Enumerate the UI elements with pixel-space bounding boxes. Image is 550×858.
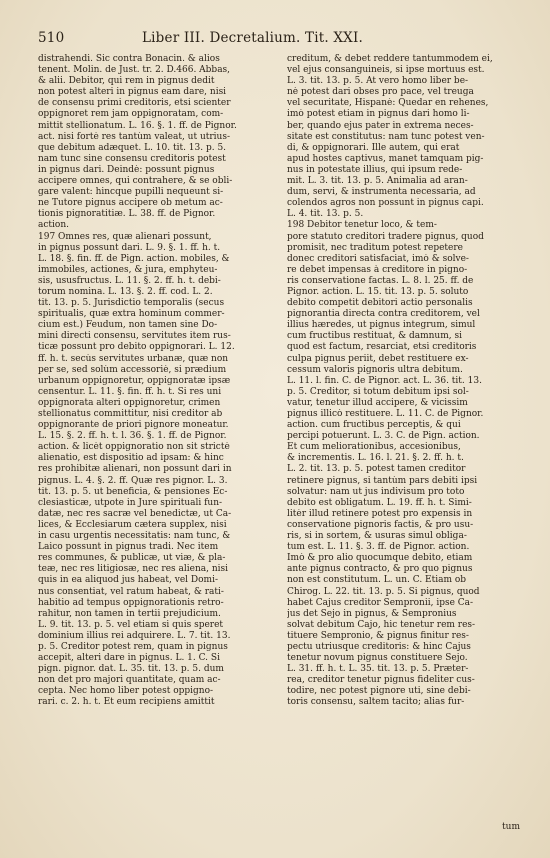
text-line: censentur. L. 11. §. fin. ff. h. t. Si res uni bbox=[38, 386, 222, 397]
text-line: ante pignus contracto, & pro quo pignus bbox=[287, 564, 473, 575]
text-line: pore statuto creditori tradere pignus, quod bbox=[287, 231, 484, 242]
text-line: clesiasticæ, utpote in Jure spirituali fun- bbox=[38, 497, 223, 508]
text-line: litèr illud retinere potest pro expensis in bbox=[287, 508, 473, 519]
text-line: p. 5. Creditor potest rem, quam in pignus bbox=[38, 641, 228, 652]
page-header bbox=[38, 30, 520, 52]
text-line: per se, sed solùm accessoriè, si prædium bbox=[38, 364, 227, 375]
text-line: & incrementis. L. 16. l. 21. §. 2. ff. h. t. bbox=[287, 453, 464, 464]
text-line: ne Tutore pignus accipere ob metum ac- bbox=[38, 198, 223, 209]
text-line: solvatur: nam ut jus indivisum pro toto bbox=[287, 486, 465, 497]
text-line: debito est obligatum. L. 19. ff. h. t. Simi- bbox=[287, 497, 472, 508]
text-line: vatur, tenetur illud accipere, & vicissim bbox=[287, 397, 468, 408]
text-line: distrahendi. Sic contra Bonacin. & alios bbox=[38, 54, 220, 64]
text-line: de consensu primi creditoris, etsi scienter bbox=[38, 98, 231, 109]
text-line: tenent. Molin. de Just. tr. 2. D.466. Abbas, bbox=[38, 65, 231, 76]
text-line: toris consensu, saltem tacito; alias fur- bbox=[287, 697, 465, 708]
text-line: gare valent: hincque pupilli nequeunt si- bbox=[38, 187, 224, 198]
text-line: quis in ea aliquod jus habeat, vel Domi- bbox=[38, 575, 218, 586]
text-line: jus det Sejo in pignus, & Sempronius bbox=[287, 608, 457, 619]
text-line: vel ejus consanguineis, si ipse mortuus est. bbox=[287, 65, 485, 76]
text-line: di, & oppignorari. Ille autem, qui erat bbox=[287, 142, 460, 153]
text-line: dum, servi, & instrumenta necessaria, ad bbox=[287, 187, 476, 198]
text-line: in casu urgentis necessitatis: nam tunc, & bbox=[38, 531, 231, 542]
text-line: que debitum adæquet. L. 10. tit. 13. p. 5. bbox=[38, 142, 227, 153]
text-line: rahitur, non tamen in tertii prejudicium. bbox=[38, 608, 221, 619]
text-line: action. & licèt oppignoratio non sit strictè bbox=[38, 442, 230, 453]
text-line: cessum valoris pignoris ultra debitum. bbox=[287, 364, 463, 375]
text-line: tit. 13. p. 5. ut beneficia, & pensiones Ec- bbox=[38, 486, 228, 497]
text-line: L. 3. tit. 13. p. 5. At vero homo liber be- bbox=[287, 76, 469, 87]
text-line: tenetur novum pignus constituere Sejo. bbox=[287, 653, 468, 664]
text-line: retinere pignus, si tantùm pars debiti ipsi bbox=[287, 475, 478, 486]
text-line: 198 Debitor tenetur loco, & tem- bbox=[287, 220, 437, 231]
text-line: mini directi consensu, servitutes item rus- bbox=[38, 331, 231, 342]
text-line: L. 2. tit. 13. p. 5. potest tamen creditor bbox=[287, 464, 466, 475]
text-line: cum fructibus restituat, & damnum, si bbox=[287, 331, 462, 342]
text-line: mittit stellionatum. L. 16. §. 1. ff. de Pignor. bbox=[38, 120, 237, 131]
text-line: non est constitutum. L. un. C. Etiam ob bbox=[287, 575, 467, 586]
text-line: vel securitate, Hispanè: Quedar en rehenes, bbox=[287, 98, 489, 109]
text-line: imò potest etiam in pignus dari homo li- bbox=[287, 109, 470, 120]
text-line: action. cum fructibus perceptis, & qui bbox=[287, 420, 461, 431]
text-line: sis, ususfructus. L. 11. §. 2. ff. h. t. debi- bbox=[38, 275, 221, 286]
text-line: accipere omnes, qui contrahere, & se obli- bbox=[38, 176, 233, 187]
text-line: act. nisi fortè res tantùm valeat, ut utrius- bbox=[38, 131, 231, 142]
text-line: datæ, nec res sacræ vel benedictæ, ut Ca- bbox=[38, 508, 232, 519]
text-line: oppignorante de priori pignore moneatur. bbox=[38, 420, 229, 431]
text-line: teæ, nec res litigiosæ, nec res aliena, nisi bbox=[38, 564, 229, 575]
page-number: 510 bbox=[38, 30, 65, 46]
text-line: torum nomina. L. 13. §. 2. ff. cod. L. 2. bbox=[38, 286, 213, 297]
text-line: & alii. Debitor, qui rem in pignus dedit bbox=[38, 76, 215, 87]
text-line: in pignus possunt dari. L. 9. §. 1. ff. h. t. bbox=[38, 242, 221, 253]
text-line: mit. L. 3. tit. 13. p. 5. Animalia ad aran- bbox=[287, 176, 468, 187]
running-title: Liber III. Decretalium. Tit. XXI. bbox=[142, 30, 364, 46]
text-line: debito competit debitori actio personalis bbox=[287, 298, 473, 309]
text-line: pignus. L. 4. §. 2. ff. Quæ res pignor. L. 3. bbox=[38, 475, 228, 486]
text-line: creditum, & debet reddere tantummodem ei, bbox=[287, 54, 493, 64]
catchword: tum bbox=[502, 822, 520, 832]
text-line: apud hostes captivus, manet tamquam pig- bbox=[287, 153, 484, 164]
text-line: Chirog. L. 22. tit. 13. p. 5. Si pignus, quod bbox=[287, 586, 480, 597]
text-line: tum est. L. 11. §. 3. ff. de Pignor. action. bbox=[287, 542, 470, 553]
text-line: promisit, nec traditum potest repetere bbox=[287, 242, 463, 253]
text-line: oppignorata alteri oppignoretur, crimen bbox=[38, 397, 221, 408]
text-line: p. 5. Creditor, si totum debitum ipsi sol- bbox=[287, 386, 469, 397]
text-line: percipi potuerunt. L. 3. C. de Pign. action. bbox=[287, 431, 480, 442]
text-line: solvat debitum Cajo, hic tenetur rem res- bbox=[287, 619, 476, 630]
text-line: alienatio, est dispositio ad ipsam: & hinc bbox=[38, 453, 224, 464]
text-line: conservatione pignoris factis, & pro usu- bbox=[287, 519, 474, 530]
text-line: ris, si in sortem, & usuras simul obliga- bbox=[287, 531, 467, 542]
text-line: oppignoret rem jam oppignoratam, com- bbox=[38, 109, 224, 120]
text-line: nus consentiat, vel ratum habeat, & rati- bbox=[38, 586, 224, 597]
text-line: illius hæredes, ut pignus integrum, simul bbox=[287, 320, 476, 331]
text-line: cepta. Nec homo liber potest oppigno- bbox=[38, 686, 214, 697]
text-line: rari. c. 2. h. t. Et eum recipiens amittit bbox=[38, 697, 215, 708]
text-line: res prohibitæ alienari, non possunt dari in bbox=[38, 464, 232, 475]
text-line: nè potest dari obses pro pace, vel treuga bbox=[287, 87, 474, 98]
text-line: nus in potestate illius, qui ipsum rede- bbox=[287, 164, 463, 175]
text-line: ber, quando ejus pater in extrema neces- bbox=[287, 120, 474, 131]
text-line: accepit, alteri dare in pignus. L. 1. C. Si bbox=[38, 653, 220, 664]
text-line: L. 9. tit. 13. p. 5. vel etiam si quis speret bbox=[38, 619, 224, 630]
text-line: Imò & pro alio quocumque debito, etiam bbox=[287, 553, 473, 564]
text-line: tit. 13. p. 5. Jurisdictio temporalis (secus bbox=[38, 298, 225, 309]
text-line: non det pro majori quantitate, quam ac- bbox=[38, 675, 221, 686]
text-line: Pignor. action. L. 15. tit. 13. p. 5. soluto bbox=[287, 286, 469, 297]
text-line: todire, nec potest pignore uti, sine debi- bbox=[287, 686, 471, 697]
text-line: cium est.) Feudum, non tamen sine Do- bbox=[38, 320, 218, 331]
text-line: L. 15. §. 2. ff. h. t. l. 36. §. 1. ff. de Pignor. bbox=[38, 431, 227, 442]
right-column bbox=[287, 54, 520, 709]
text-columns bbox=[38, 54, 520, 709]
text-line: Laico possunt in pignus tradi. Nec item bbox=[38, 542, 219, 553]
text-line: colendos agros non possunt in pignus capi. bbox=[287, 198, 484, 209]
text-line: sitate est constitutus: nam tunc potest ven- bbox=[287, 131, 485, 142]
text-line: nam tunc sine consensu creditoris potest bbox=[38, 153, 226, 164]
text-line: pignorantia directa contra creditorem, vel bbox=[287, 309, 480, 320]
text-line: tionis pignoratitiæ. L. 38. ff. de Pignor. bbox=[38, 209, 216, 220]
text-line: habet Cajus creditor Sempronii, ipse Ca- bbox=[287, 597, 474, 608]
text-line: re debet impensas à creditore in pigno- bbox=[287, 264, 468, 275]
text-line: non potest alteri in pignus eam dare, nisi bbox=[38, 87, 227, 98]
text-line: immobiles, actiones, & jura, emphyteu- bbox=[38, 264, 218, 275]
text-line: pign. pignor. dat. L. 35. tit. 13. p. 5. dum bbox=[38, 664, 224, 675]
text-line: spiritualis, quæ extra hominum commer- bbox=[38, 309, 225, 320]
text-line: pectu utriusque creditoris: & hinc Cajus bbox=[287, 641, 471, 652]
text-line: L. 4. tit. 13. p. 5. bbox=[287, 209, 364, 220]
text-line: Et cum meliorationibus, accesionibus, bbox=[287, 442, 461, 453]
text-line: 197 Omnes res, quæ alienari possunt, bbox=[38, 231, 212, 242]
text-line: ff. h. t. secùs servitutes urbanæ, quæ non bbox=[38, 353, 229, 364]
text-line: lices, & Ecclesiarum cætera supplex, nisi bbox=[38, 519, 227, 530]
text-line: pignus illicò restituere. L. 11. C. de Pignor. bbox=[287, 409, 484, 419]
text-line: res communes, & publicæ, ut viæ, & pla- bbox=[38, 553, 226, 564]
text-line: L. 11. l. fin. C. de Pignor. act. L. 36. tit. 13. bbox=[287, 375, 482, 386]
text-line: action. bbox=[38, 220, 69, 231]
text-line: donec creditori satisfaciat, imò & solve- bbox=[287, 253, 469, 264]
text-line: L. 31. ff. h. t. L. 35. tit. 13. p. 5. Præter- bbox=[287, 664, 469, 675]
text-line: stellionatus committitur, nisi creditor ab bbox=[38, 409, 223, 419]
text-line: tituere Sempronio, & pignus finitur res- bbox=[287, 630, 469, 641]
text-line: habitio ad tempus oppignorationis retro- bbox=[38, 597, 224, 608]
text-line: ticæ possunt pro debito oppignorari. L. 12. bbox=[38, 342, 235, 353]
text-line: L. 18. §. fin. ff. de Pign. action. mobiles, & bbox=[38, 253, 230, 264]
text-line: in pignus dari. Deindè: possunt pignus bbox=[38, 164, 215, 175]
text-line: culpa pignus periit, debet restituere ex- bbox=[287, 353, 469, 364]
text-line: quod est factum, resarciat, etsi creditoris bbox=[287, 342, 477, 353]
text-line: dominium illius rei adquirere. L. 7. tit. 13. bbox=[38, 630, 231, 641]
left-column bbox=[38, 54, 271, 709]
text-line: ris conservatione factas. L. 8. l. 25. ff. de bbox=[287, 275, 474, 286]
text-line: rea, creditor tenetur pignus fideliter cus- bbox=[287, 675, 475, 686]
text-line: urbanum oppignoretur, oppignoratæ ipsæ bbox=[38, 375, 231, 386]
